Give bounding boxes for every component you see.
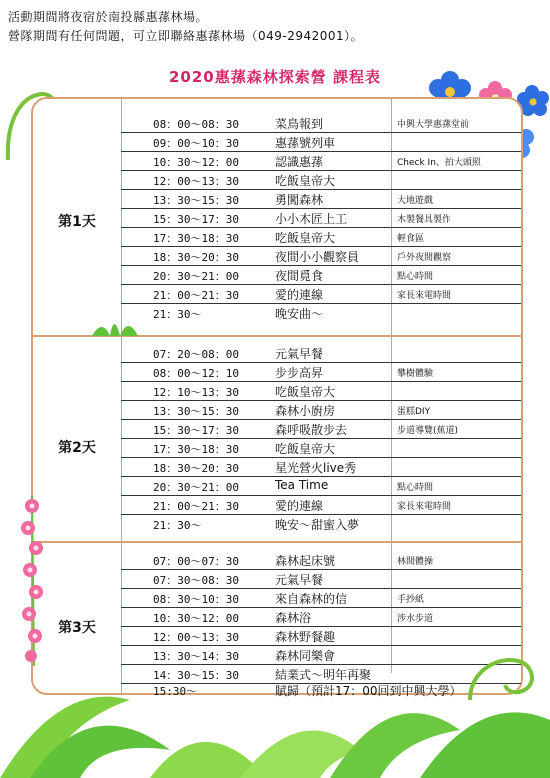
schedule-row: [121, 420, 521, 439]
activity-cell: 愛的連線: [275, 499, 324, 513]
schedule-row: [121, 551, 521, 570]
memo-cell: 中興大學惠蓀堂前: [397, 120, 470, 130]
day-label: 第3天: [58, 620, 96, 636]
time-cell: 08：00〜12：10: [153, 367, 239, 380]
time-cell: 17：30〜18：30: [153, 232, 239, 245]
activity-cell: 森林同樂會: [275, 649, 336, 663]
activity-cell: 勇闖森林: [275, 193, 324, 207]
memo-cell: 木製餐具製作: [397, 215, 452, 225]
day-label: 第2天: [58, 440, 96, 456]
activity-cell: 小小木匠上工: [275, 212, 348, 226]
activity-cell: 愛的連線: [275, 288, 324, 302]
memo-cell: 家長來電時間: [397, 291, 452, 301]
activity-cell: 步步高昇: [275, 366, 324, 380]
time-cell: 20：30〜21：00: [153, 481, 239, 494]
time-cell: 13：30〜14：30: [153, 650, 239, 663]
activity-cell: 惠蓀號列車: [275, 136, 336, 150]
time-cell: 15：30〜17：30: [153, 424, 239, 437]
activity-cell: 吃飯皇帝大: [275, 442, 336, 456]
schedule-row: [121, 458, 521, 477]
notice-line-2: 營隊期間有任何問題，可立即聯絡惠蓀林場（049-2942001）。: [8, 29, 364, 43]
schedule-row: [121, 496, 521, 515]
activity-cell: 賦歸（預計17：00回到中興大學）: [275, 684, 462, 698]
activity-cell: 森林野餐趣: [275, 630, 336, 644]
activity-cell: 晚安曲〜: [275, 307, 324, 321]
activity-cell: 夜間小小觀察員: [275, 250, 360, 264]
activity-cell: 元氣早餐: [275, 573, 324, 587]
memo-cell: 林間體操: [397, 557, 434, 567]
schedule-card: [31, 97, 523, 698]
time-cell: 15：30〜17：30: [153, 213, 239, 226]
schedule-row: [121, 247, 521, 266]
schedule-row: [121, 171, 521, 190]
schedule-row: [121, 439, 521, 458]
time-cell: 12：10〜13：30: [153, 386, 239, 399]
time-cell: 12：00〜13：30: [153, 631, 239, 644]
schedule-row: [121, 285, 521, 304]
time-cell: 07：00〜07：30: [153, 555, 239, 568]
time-cell: 07：30〜08：30: [153, 574, 239, 587]
activity-cell: 森林浴: [275, 611, 312, 625]
time-cell: 21：00〜21：30: [153, 289, 239, 302]
time-cell: 21：00〜21：30: [153, 500, 239, 513]
memo-cell: 攀樹體驗: [397, 369, 434, 379]
time-cell: 20：30〜21：00: [153, 270, 239, 283]
time-cell: 10：30〜12：00: [153, 156, 239, 169]
schedule-row: [121, 114, 521, 133]
day-label: 第1天: [58, 214, 96, 230]
activity-cell: 森呼吸散步去: [275, 423, 348, 437]
schedule-row: [121, 570, 521, 589]
schedule-row: [121, 209, 521, 228]
schedule-row: [121, 304, 521, 322]
activity-cell: 來自森林的信: [275, 592, 348, 606]
schedule-row: [121, 401, 521, 420]
activity-cell: 星光營火live秀: [275, 461, 357, 475]
schedule-row: [121, 608, 521, 627]
activity-cell: 森林起床號: [275, 554, 336, 568]
memo-cell: 家長來電時間: [397, 502, 452, 512]
activity-cell: 吃飯皇帝大: [275, 174, 336, 188]
schedule-row: [121, 363, 521, 382]
day-section-1: [33, 99, 521, 335]
memo-cell: 輕食區: [397, 234, 425, 244]
activity-cell: 元氣早餐: [275, 347, 324, 361]
schedule-row: [121, 228, 521, 247]
grass-decoration: [88, 308, 144, 338]
memo-cell: Check In、拍大頭照: [397, 158, 481, 168]
schedule-row: [121, 344, 521, 363]
time-cell: 17：30〜18：30: [153, 443, 239, 456]
schedule-row: [121, 152, 521, 171]
schedule-row: [121, 190, 521, 209]
time-cell: 13：30〜15：30: [153, 405, 239, 418]
day-section-2: [33, 335, 521, 543]
time-cell: 07：20〜08：00: [153, 348, 239, 361]
time-cell: 09：00〜10：30: [153, 137, 239, 150]
activity-cell: 結業式〜明年再聚: [275, 668, 372, 682]
time-cell: 12：00〜13：30: [153, 175, 239, 188]
schedule-row: [121, 382, 521, 401]
time-cell: 18：30〜20：30: [153, 462, 239, 475]
time-cell: 08：00〜08：30: [153, 118, 239, 131]
schedule-row: [121, 266, 521, 285]
time-cell: 15:30〜: [153, 685, 198, 698]
activity-cell: 晚安〜甜蜜入夢: [275, 518, 360, 532]
activity-cell: 菜鳥報到: [275, 117, 324, 131]
activity-cell: Tea Time: [275, 478, 329, 492]
activity-cell: 吃飯皇帝大: [275, 231, 336, 245]
time-cell: 21：30〜: [153, 308, 202, 321]
time-cell: 14：30〜15：30: [153, 669, 239, 682]
schedule-row: [121, 589, 521, 608]
time-cell: 10：30〜12：00: [153, 612, 239, 625]
schedule-row: [121, 133, 521, 152]
memo-cell: 點心時間: [397, 272, 434, 282]
memo-cell: 涉水步道: [397, 614, 434, 624]
activity-cell: 森林小廚房: [275, 404, 336, 418]
time-cell: 21：30〜: [153, 519, 202, 532]
memo-cell: 步道導覽(蕉道): [397, 426, 459, 436]
memo-cell: 蛋糕DIY: [397, 407, 431, 417]
activity-cell: 夜間覓食: [275, 269, 324, 283]
memo-cell: 戶外夜間觀察: [397, 253, 452, 263]
memo-cell: 點心時間: [397, 483, 434, 493]
schedule-row: [121, 515, 521, 533]
time-cell: 08：30〜10：30: [153, 593, 239, 606]
time-cell: 13：30〜15：30: [153, 194, 239, 207]
fern-decoration-bottom: [0, 640, 550, 778]
activity-cell: 吃飯皇帝大: [275, 385, 336, 399]
schedule-row: [121, 477, 521, 496]
time-cell: 18：30〜20：30: [153, 251, 239, 264]
activity-cell: 認識惠蓀: [275, 155, 324, 169]
memo-cell: 手抄紙: [397, 595, 425, 605]
memo-cell: 大地遊戲: [397, 196, 434, 206]
page-title: 2020惠蓀森林探索營 課程表: [169, 68, 381, 86]
notice-line-1: 活動期間將夜宿於南投縣惠蓀林場。: [8, 10, 209, 24]
